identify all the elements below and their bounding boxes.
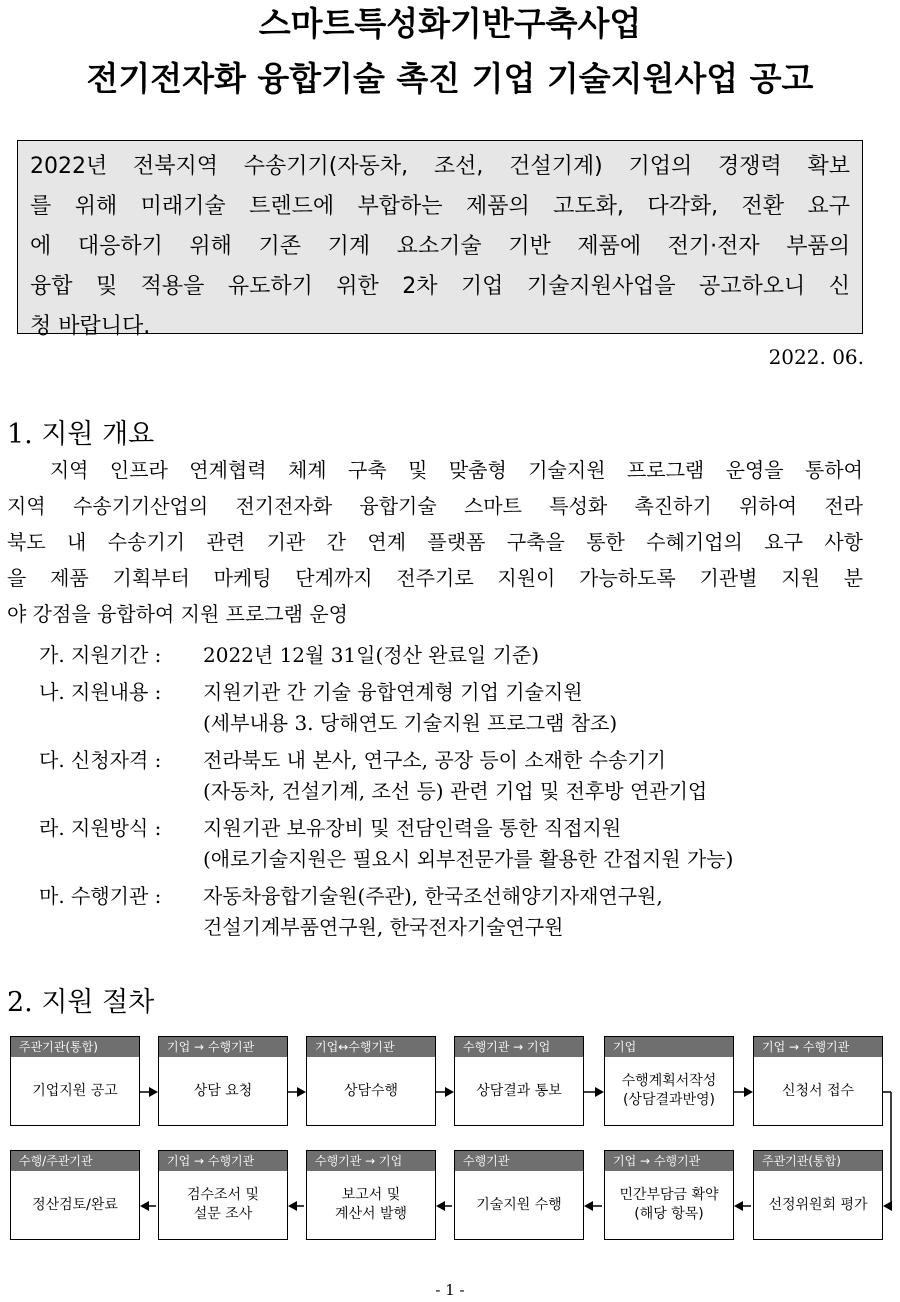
flow-step-actor: 주관기관(통합) bbox=[754, 1151, 882, 1171]
flow-step-actor: 수행기관 → 기업 bbox=[307, 1151, 435, 1171]
procedure-flowchart bbox=[0, 1030, 900, 1260]
intro-box bbox=[17, 140, 863, 339]
flow-step-label: 민간부담금 확약 bbox=[619, 1187, 719, 1203]
item-label: 다. 신청자격 : bbox=[39, 748, 162, 772]
arrow-head bbox=[883, 1201, 892, 1211]
flow-step-actor: 기업 bbox=[605, 1037, 733, 1057]
overview-item bbox=[39, 813, 733, 875]
item-text: 지원기관 보유장비 및 전담인력을 통한 직접지원 bbox=[203, 816, 622, 840]
flow-step-label: 기술지원 수행 bbox=[476, 1196, 562, 1213]
flow-step-label: (상담결과반영) bbox=[622, 1092, 716, 1108]
flow-step-r2-1 bbox=[158, 1150, 288, 1240]
flow-step-r2-5 bbox=[753, 1150, 883, 1240]
paragraph-line: 을 제품 기획부터 마케팅 단계까지 전주기로 지원이 가능하도록 기관별 지원 분 bbox=[7, 566, 863, 590]
arrow-head bbox=[744, 1087, 753, 1097]
arrow-head bbox=[436, 1201, 445, 1211]
flow-step-actor: 기업↔수행기관 bbox=[307, 1037, 435, 1057]
page-subtitle: 전기전자화 융합기술 촉진 기업 기술지원사업 공고 bbox=[86, 59, 814, 98]
item-text: 전라북도 내 본사, 연구소, 공장 등이 소재한 수송기기 bbox=[203, 748, 666, 772]
item-text: (애로기술지원은 필요시 외부전문가를 활용한 간접지원 가능) bbox=[203, 847, 734, 871]
item-text: 자동차융합기술원(주관), 한국조선해양기자재연구원, bbox=[203, 884, 663, 908]
flow-step-r1-0 bbox=[10, 1036, 140, 1126]
flow-step-actor: 수행기관 → 기업 bbox=[455, 1037, 583, 1057]
flow-step-label: 상담 요청 bbox=[193, 1082, 253, 1099]
flow-step-r1-2 bbox=[306, 1036, 436, 1126]
item-label: 가. 지원기간 : bbox=[39, 643, 162, 667]
flow-step-label: 수행계획서작성 bbox=[621, 1073, 717, 1089]
overview-item bbox=[39, 677, 733, 739]
flow-step-actor: 기업 → 수행기관 bbox=[605, 1151, 733, 1171]
flow-step-label: 설문 조사 bbox=[193, 1206, 253, 1222]
flow-step-r1-3 bbox=[454, 1036, 584, 1126]
flow-step-r1-4 bbox=[604, 1036, 734, 1126]
item-text: 지원기관 간 기술 융합연계형 기업 기술지원 bbox=[203, 680, 583, 704]
intro-line: 2022년 전북지역 수송기기(자동차, 조선, 건설기계) 기업의 경쟁력 확보 bbox=[30, 154, 850, 179]
intro-line: 를 위해 미래기술 트렌드에 부합하는 제품의 고도화, 다각화, 전환 요구 bbox=[30, 194, 850, 219]
flow-step-label: 신청서 접수 bbox=[781, 1082, 855, 1099]
arrow-head bbox=[297, 1087, 306, 1097]
overview-items bbox=[39, 640, 733, 949]
item-label: 마. 수행기관 : bbox=[39, 884, 162, 908]
flow-step-label: (해당 항목) bbox=[634, 1206, 704, 1222]
paragraph-line: 지역 수송기기산업의 전기전자화 융합기술 스마트 특성화 촉진하기 위하여 전라 bbox=[7, 494, 863, 518]
flow-step-label: 검수조서 및 bbox=[186, 1187, 260, 1203]
intro-line: 융합 및 적용을 유도하기 위한 2차 기업 기술지원사업을 공고하오니 신 bbox=[30, 274, 850, 299]
paragraph-line: 북도 내 수송기기 관련 기관 간 연계 플랫폼 구축을 통한 수혜기업의 요구 사항 bbox=[7, 530, 863, 554]
item-label: 나. 지원내용 : bbox=[39, 680, 162, 704]
paragraph-line: 야 강점을 융합하여 지원 프로그램 운영 bbox=[7, 602, 348, 626]
flow-step-r2-3 bbox=[454, 1150, 584, 1240]
flow-step-label: 상담수행 bbox=[343, 1082, 399, 1099]
flow-step-r2-4 bbox=[604, 1150, 734, 1240]
arrow-head bbox=[595, 1087, 604, 1097]
flow-step-actor: 기업 → 수행기관 bbox=[159, 1037, 287, 1057]
arrow-head bbox=[288, 1201, 297, 1211]
item-text: (세부내용 3. 당해연도 기술지원 프로그램 참조) bbox=[203, 711, 618, 735]
paragraph-line: 지역 인프라 연계협력 체계 구축 및 맞춤형 기술지원 프로그램 운영을 통하여 bbox=[7, 458, 863, 482]
intro-line: 청 바랍니다. bbox=[30, 314, 151, 339]
page-title: 스마트특성화기반구축사업 bbox=[258, 4, 642, 43]
item-text: 2022년 12월 31일(정산 완료일 기준) bbox=[203, 643, 540, 667]
flow-step-label: 기업지원 공고 bbox=[32, 1082, 118, 1099]
arrow-head bbox=[149, 1087, 158, 1097]
flow-step-label: 선정위원회 평가 bbox=[768, 1196, 868, 1213]
arrow-head bbox=[140, 1201, 149, 1211]
flow-step-r2-0 bbox=[10, 1150, 140, 1240]
arrow-head bbox=[584, 1201, 593, 1211]
intro-line: 에 대응하기 위해 기존 기계 요소기술 기반 제품에 전기·전자 부품의 bbox=[30, 234, 850, 259]
item-text: 건설기계부품연구원, 한국전자기술연구원 bbox=[203, 915, 564, 939]
flow-step-actor: 주관기관(통합) bbox=[11, 1037, 139, 1057]
page-number: - 1 - bbox=[435, 1281, 465, 1299]
arrow-head bbox=[734, 1201, 743, 1211]
arrow-head bbox=[445, 1087, 454, 1097]
flow-step-label: 보고서 및 bbox=[341, 1187, 401, 1203]
overview-item bbox=[39, 881, 733, 943]
item-label: 라. 지원방식 : bbox=[39, 816, 162, 840]
section-heading-overview: 1. 지원 개요 bbox=[7, 419, 155, 450]
flow-step-actor: 수행/주관기관 bbox=[11, 1151, 139, 1171]
flow-step-actor: 수행기관 bbox=[455, 1151, 583, 1171]
flow-step-r1-1 bbox=[158, 1036, 288, 1126]
announcement-date: 2022. 06. bbox=[768, 345, 864, 369]
flow-step-label: 정산검토/완료 bbox=[32, 1196, 118, 1213]
flow-step-r1-5 bbox=[753, 1036, 883, 1126]
flow-step-r2-2 bbox=[306, 1150, 436, 1240]
overview-item bbox=[39, 745, 733, 807]
flow-step-actor: 기업 → 수행기관 bbox=[159, 1151, 287, 1171]
overview-item bbox=[39, 640, 733, 671]
flow-step-actor: 기업 → 수행기관 bbox=[754, 1037, 882, 1057]
flow-step-label: 계산서 발행 bbox=[334, 1206, 408, 1222]
flow-step-label: 상담결과 통보 bbox=[476, 1082, 562, 1099]
overview-paragraph bbox=[7, 452, 863, 632]
item-text: (자동차, 건설기계, 조선 등) 관련 기업 및 전후방 연관기업 bbox=[203, 779, 708, 803]
section-heading-procedure: 2. 지원 절차 bbox=[7, 987, 155, 1018]
